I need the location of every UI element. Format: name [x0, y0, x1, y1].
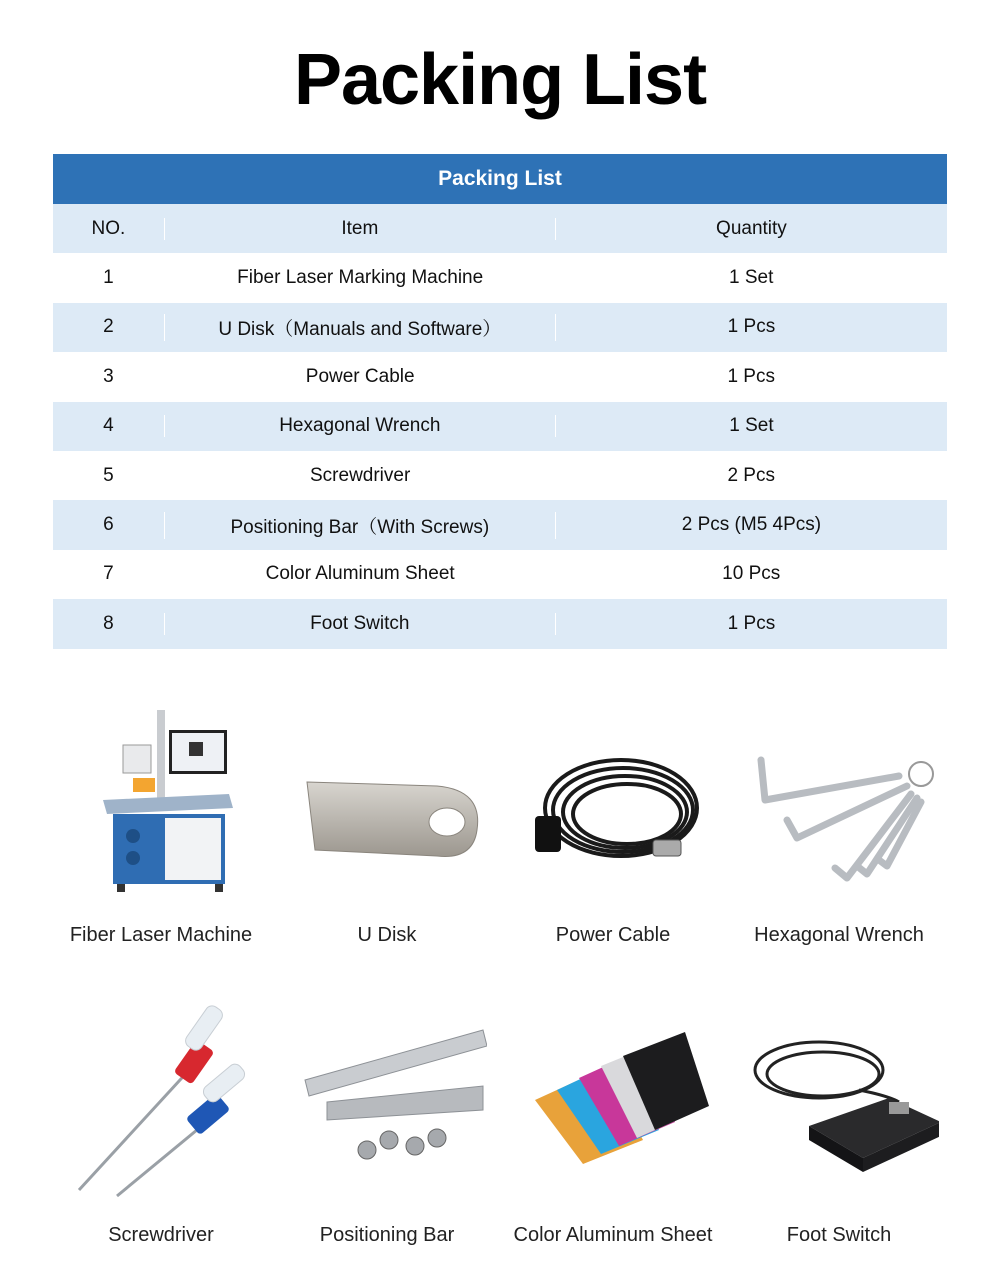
table-row [53, 352, 947, 401]
packing-table [53, 154, 947, 649]
product-label: U Disk [357, 924, 417, 946]
product-card [500, 690, 726, 947]
product-card [48, 990, 274, 1247]
product-label: Hexagonal Wrench [754, 924, 924, 946]
row-no: 8 [103, 612, 114, 634]
product-label: Power Cable [555, 924, 671, 946]
usb-disk-icon [287, 690, 487, 910]
positioning-bar-icon [287, 990, 487, 1210]
row-quantity: 1 Pcs [727, 612, 776, 634]
table-row [53, 402, 947, 451]
product-label: Color Aluminum Sheet [513, 1224, 713, 1246]
table-row [53, 303, 947, 352]
laser-machine-icon [61, 690, 261, 910]
product-card [48, 690, 274, 947]
row-item: Hexagonal Wrench [164, 415, 556, 437]
foot-switch-icon [739, 990, 939, 1210]
row-no: 1 [103, 267, 114, 289]
product-label: Fiber Laser Machine [69, 924, 253, 946]
product-card [274, 690, 500, 947]
row-item: Positioning Bar（With Screws) [164, 512, 556, 539]
screwdriver-icon [61, 990, 261, 1210]
row-item: Foot Switch [164, 613, 556, 635]
product-label: Screwdriver [108, 1224, 214, 1246]
row-no: 5 [103, 464, 114, 486]
row-quantity: 1 Set [729, 415, 774, 437]
table-row [53, 500, 947, 549]
header-quantity: Quantity [716, 217, 787, 239]
product-card [726, 990, 952, 1247]
row-item: Color Aluminum Sheet [265, 563, 455, 585]
row-item: Screwdriver [310, 464, 411, 486]
table-caption: Packing List [53, 154, 947, 204]
row-no: 4 [103, 415, 114, 437]
table-row [53, 550, 947, 599]
row-quantity: 1 Pcs [727, 365, 775, 387]
power-cable-icon [513, 690, 713, 910]
table-row [53, 599, 947, 648]
header-item: Item [164, 218, 556, 240]
product-label: Foot Switch [786, 1224, 892, 1246]
table-header-row [53, 204, 947, 253]
row-quantity: 1 Pcs [727, 316, 776, 338]
table-row [53, 451, 947, 500]
row-item: Fiber Laser Marking Machine [237, 267, 484, 289]
product-card [500, 990, 726, 1247]
row-no: 3 [103, 365, 114, 387]
table-row [53, 253, 947, 302]
row-quantity: 2 Pcs [727, 464, 775, 486]
product-card [726, 690, 952, 947]
row-no: 2 [103, 316, 114, 338]
row-quantity: 10 Pcs [722, 563, 781, 585]
row-item: Power Cable [305, 365, 415, 387]
header-no: NO. [91, 217, 126, 239]
row-item: U Disk（Manuals and Software） [164, 314, 556, 341]
hex-wrench-icon [739, 690, 939, 910]
product-card [274, 990, 500, 1247]
row-quantity: 1 Set [729, 267, 774, 289]
row-quantity: 2 Pcs (M5 4Pcs) [681, 514, 822, 536]
page-title: Packing List [293, 40, 707, 120]
product-label: Positioning Bar [319, 1224, 455, 1246]
row-no: 7 [103, 563, 114, 585]
row-no: 6 [103, 514, 114, 536]
aluminum-sheet-icon [513, 990, 713, 1210]
